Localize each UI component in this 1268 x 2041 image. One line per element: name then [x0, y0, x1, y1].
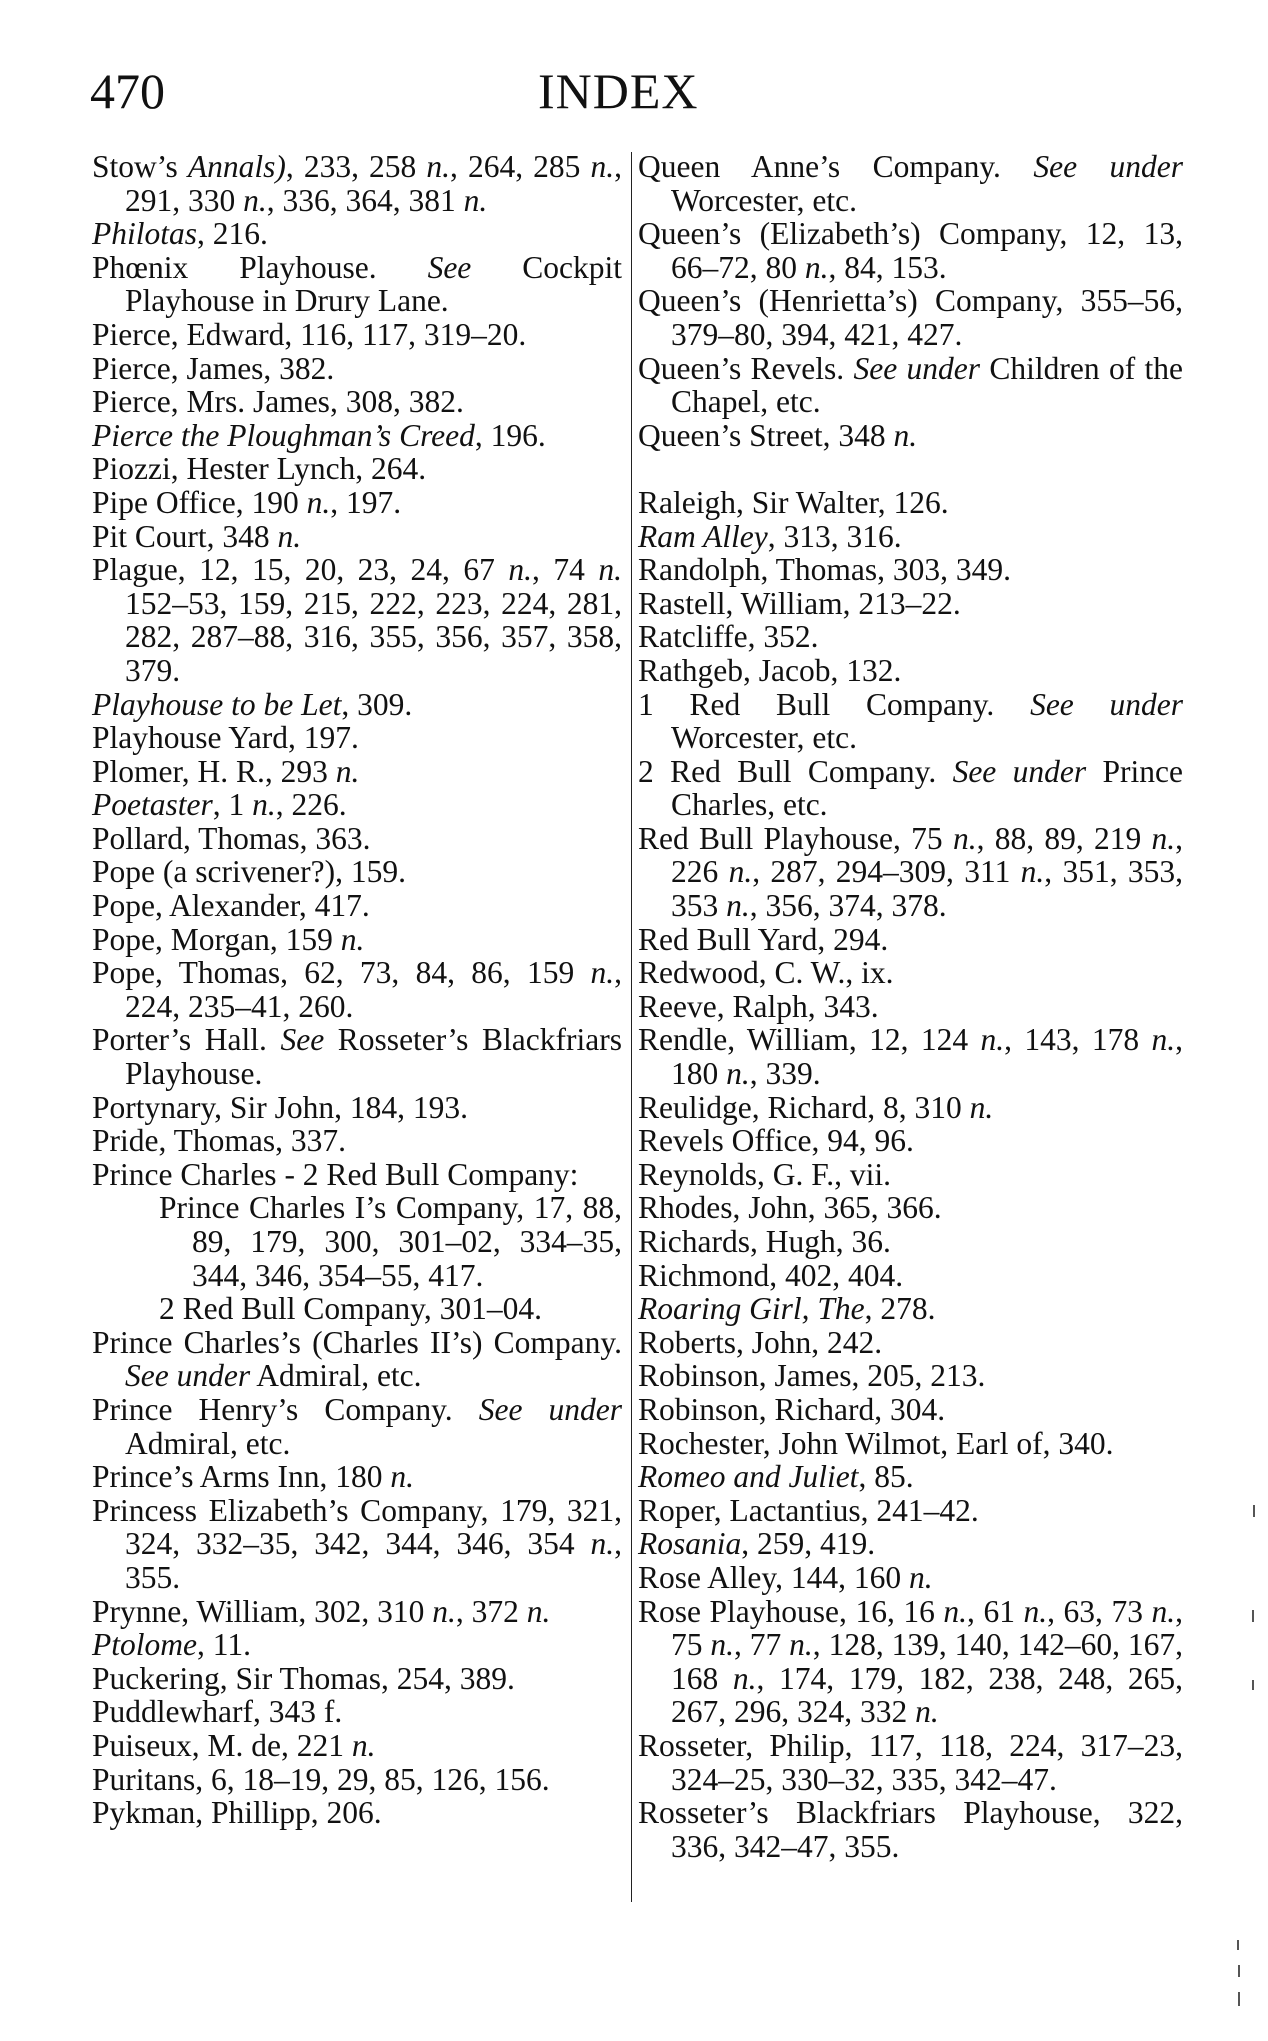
entry-text: Roper, Lactantius, 241–42. [638, 1492, 979, 1528]
entry-text: Rhodes, John, 365, 366. [638, 1190, 942, 1226]
entry-text: , 85. [858, 1459, 914, 1495]
entry-text: n. [277, 518, 302, 554]
entry-text: Pope, Thomas, 62, 73, 84, 86, 159 [92, 955, 591, 991]
index-subentry [92, 1191, 622, 1292]
entry-text: , 351, 353, 353 [671, 854, 1184, 924]
entry-text: Randolph, Thomas, 303, 349. [638, 552, 1012, 588]
entry-text: , 75 [671, 1593, 1184, 1663]
entry-text: n. [351, 1727, 376, 1763]
entry-text: Rosseter’s Blackfriars Playhouse, 322, 336, 342–47, 355. [638, 1795, 1183, 1864]
index-entry [638, 217, 1183, 284]
entry-text: n. [508, 552, 533, 588]
index-entry [92, 822, 622, 856]
index-entry [638, 284, 1183, 351]
entry-text: , 1 [212, 787, 253, 823]
entry-text: , 226 [671, 820, 1183, 890]
entry-text: Piozzi, Hester Lynch, 264. [92, 451, 427, 487]
index-entry [638, 755, 1183, 822]
entry-text: Pipe Office, 190 [92, 484, 307, 520]
index-entry [92, 385, 622, 419]
entry-text: , 336, 364, 381 [266, 182, 464, 218]
index-entry [638, 1091, 1183, 1125]
entry-text: Worcester, etc. [671, 720, 857, 756]
index-entry [638, 1023, 1183, 1090]
index-entry [638, 1158, 1183, 1192]
index-entry [638, 419, 1183, 453]
entry-text: 152–53, 159, 215, 222, 223, 224, 281, 282, 287–88, 316, 355, 356, 357, 358, 379. [125, 585, 622, 688]
entry-text: Robinson, James, 205, 213. [638, 1358, 986, 1394]
entry-text: Roaring Girl, The [638, 1291, 865, 1327]
entry-text: Reulidge, Richard, 8, 310 [638, 1089, 970, 1125]
entry-text: n. [943, 1593, 968, 1629]
entry-text: , 339. [749, 1056, 821, 1092]
index-entry [638, 1124, 1183, 1158]
index-entry [92, 1124, 622, 1158]
entry-text: Queen Anne’s Company. [638, 149, 1034, 184]
entry-text: Stow’s [92, 149, 188, 184]
index-entry [92, 721, 622, 755]
index-entry [92, 1729, 622, 1763]
entry-text: n. [952, 820, 977, 856]
entry-text: Annals) [187, 149, 286, 184]
entry-text: Ptolome [92, 1627, 197, 1663]
entry-text: , 355. [125, 1526, 622, 1595]
entry-text: , 88, 89, 219 [976, 820, 1152, 856]
index-column-left [92, 150, 622, 1830]
index-entry [92, 1763, 622, 1797]
index-entry [638, 1729, 1183, 1796]
index-entry [92, 150, 622, 217]
entry-text: Revels Office, 94, 96. [638, 1123, 914, 1159]
index-entry [92, 217, 622, 251]
entry-text: Poetaster [92, 787, 213, 823]
entry-text: Rochester, John Wilmot, Earl of, 340. [638, 1425, 1114, 1461]
index-entry [638, 587, 1183, 621]
index-entry [92, 318, 622, 352]
index-entry [638, 1393, 1183, 1427]
entry-text: See [280, 1022, 325, 1058]
entry-text: Puckering, Sir Thomas, 254, 389. [92, 1660, 515, 1696]
entry-text: , 313, 316. [767, 518, 902, 554]
margin-mark [1238, 1992, 1240, 2006]
entry-text: n. [915, 1694, 939, 1730]
entry-text: Children of the Chapel, etc. [671, 350, 1183, 420]
entry-text: , 309. [341, 686, 413, 722]
index-entry [92, 419, 622, 453]
entry-text: Rosseter, Philip, 117, 118, 224, 317–23, 324–25, 330–32, 335, 342–47. [638, 1727, 1183, 1797]
column-divider [631, 152, 632, 1902]
entry-text: , 63, 73 [1047, 1593, 1152, 1629]
index-entry [92, 889, 622, 923]
entry-text: n. [598, 552, 623, 588]
entry-text: n. [1151, 820, 1176, 856]
entry-text: n. [390, 1459, 414, 1495]
entry-text: Rastell, William, 213–22. [638, 585, 961, 621]
index-entry [92, 956, 622, 1023]
entry-text: Queen’s Revels. [638, 350, 854, 386]
index-entry [638, 1326, 1183, 1360]
entry-text: See under [478, 1391, 623, 1427]
index-entry [638, 654, 1183, 688]
entry-text: Pierce the Ploughman’s Creed [92, 417, 475, 453]
entry-text: n. [1151, 1593, 1176, 1629]
entry-text: 1 Red Bull Company. [638, 686, 1031, 722]
index-entry [92, 1662, 622, 1696]
entry-text: n. [243, 182, 267, 218]
entry-text: Richards, Hugh, 36. [638, 1224, 891, 1259]
entry-text: See [427, 249, 472, 285]
entry-text: , 84, 153. [828, 249, 947, 285]
index-entry [92, 1628, 622, 1662]
entry-text: n. [590, 955, 615, 991]
entry-text: , 216. [197, 216, 268, 252]
index-entry [638, 822, 1183, 923]
entry-text: Playhouse Yard, 197. [92, 720, 359, 756]
entry-text: , 11. [196, 1627, 251, 1663]
index-entry [92, 251, 622, 318]
entry-text: , 143, 178 [1004, 1022, 1152, 1058]
entry-text: Ram Alley [638, 518, 768, 554]
index-entry [92, 755, 622, 789]
entry-text: n. [335, 753, 360, 789]
entry-text: Rose Playhouse, 16, 16 [638, 1593, 944, 1629]
entry-text: Puddlewharf, 343 f. [92, 1694, 343, 1730]
index-entry [638, 620, 1183, 654]
entry-text: n. [789, 1627, 813, 1663]
entry-text: , 372 [455, 1593, 527, 1629]
letter-section-gap [638, 452, 1183, 486]
page-title: INDEX [538, 63, 699, 119]
entry-text: n. [726, 1056, 750, 1092]
entry-text: n. [432, 1593, 456, 1629]
entry-text: n. [980, 1022, 1005, 1058]
index-entry [638, 1460, 1183, 1494]
index-entry [92, 1326, 622, 1393]
index-entry [92, 553, 622, 687]
index-entry [638, 1527, 1183, 1561]
entry-text: n. [710, 1627, 735, 1663]
index-entry [92, 688, 622, 722]
entry-text: Pierce, James, 382. [92, 350, 335, 386]
index-entry [92, 1091, 622, 1125]
page-number: 470 [90, 63, 165, 119]
entry-text: Portynary, Sir John, 184, 193. [92, 1089, 468, 1125]
margin-mark [1237, 1940, 1239, 1950]
index-entry [92, 1695, 622, 1729]
entry-text: n. [1151, 1022, 1176, 1058]
index-entry [638, 1191, 1183, 1225]
entry-text: Queen’s (Henrietta’s) Company, 355–56, 379–80, 394, 421, 427. [638, 283, 1183, 352]
entry-text: n. [426, 149, 451, 184]
index-entry [92, 352, 622, 386]
entry-text: Plague, 12, 15, 20, 23, 24, 67 [92, 552, 509, 588]
entry-text: , 197. [330, 484, 402, 520]
index-entry [638, 486, 1183, 520]
entry-text: Prynne, William, 302, 310 [92, 1593, 433, 1629]
entry-text: n. [526, 1593, 551, 1629]
entry-text: n. [306, 484, 331, 520]
entry-text: Pride, Thomas, 337. [92, 1123, 347, 1159]
entry-text: n. [1023, 1593, 1048, 1629]
entry-text: Pykman, Phillipp, 206. [92, 1795, 382, 1831]
entry-text: Prince’s Arms Inn, 180 [92, 1459, 391, 1495]
entry-text: Robinson, Richard, 304. [638, 1391, 946, 1427]
entry-text: , 291, 330 [125, 149, 623, 218]
entry-text: Redwood, C. W., ix. [638, 955, 894, 991]
entry-text: Pit Court, 348 [92, 518, 278, 554]
entry-text: n. [969, 1089, 994, 1125]
entry-text: , 196. [474, 417, 546, 453]
entry-text: Rosseter’s Blackfriars Playhouse. [125, 1022, 622, 1092]
entry-text: , 226. [275, 787, 347, 823]
entry-text: , 174, 179, 182, 238, 248, 265, 267, 296, 324, 332 [671, 1660, 1184, 1730]
entry-text: Playhouse to be Let [92, 686, 342, 722]
entry-text: , 61 [967, 1593, 1024, 1629]
index-entry [92, 855, 622, 889]
entry-text: Red Bull Playhouse, 75 [638, 820, 953, 856]
entry-text: Pierce, Mrs. James, 308, 382. [92, 384, 464, 420]
entry-text: Rendle, William, 12, 124 [638, 1022, 981, 1058]
entry-text: Pope, Alexander, 417. [92, 888, 370, 924]
margin-mark [1253, 1505, 1255, 1517]
entry-text: n. [1020, 854, 1045, 890]
entry-text: Ratcliffe, 352. [638, 619, 819, 655]
entry-text: Romeo and Juliet [638, 1459, 859, 1495]
entry-text: Admiral, etc. [125, 1425, 291, 1461]
entry-text: Rose Alley, 144, 160 [638, 1559, 909, 1595]
entry-text: n. [252, 787, 276, 823]
entry-text: Roberts, John, 242. [638, 1324, 883, 1360]
index-entry [638, 990, 1183, 1024]
entry-text: Cockpit Playhouse in Drury Lane. [125, 249, 622, 319]
index-entry [92, 1595, 622, 1629]
entry-text: n. [340, 921, 365, 957]
entry-text: Rathgeb, Jacob, 132. [638, 652, 902, 688]
index-entry [92, 923, 622, 957]
entry-text: , 180 [671, 1022, 1183, 1092]
index-entry [638, 1796, 1183, 1863]
entry-text: Porter’s Hall. [92, 1022, 281, 1058]
index-entry [92, 486, 622, 520]
entry-text: Philotas [92, 216, 198, 252]
entry-text: Queen’s Street, 348 [638, 417, 894, 453]
entry-text: Reynolds, G. F., vii. [638, 1156, 891, 1192]
index-entry [92, 1023, 622, 1090]
entry-text: Prince Charles - 2 Red Bull Company: [92, 1156, 579, 1192]
entry-text: Richmond, 402, 404. [638, 1257, 904, 1293]
entry-text: , 77 [734, 1627, 790, 1663]
entry-text: Phœnix Playhouse. [92, 249, 428, 285]
entry-text: Raleigh, Sir Walter, 126. [638, 484, 949, 520]
entry-text: Pierce, Edward, 116, 117, 319–20. [92, 316, 527, 352]
margin-mark [1238, 1965, 1240, 1977]
index-entry [638, 688, 1183, 755]
entry-text: See under [952, 753, 1087, 789]
entry-text: Reeve, Ralph, 343. [638, 988, 879, 1024]
entry-text: Prince Charles I’s Company, 17, 88, 89, 179, 300, 301–02, 334–35, 344, 346, 354–55, 417. [159, 1190, 622, 1293]
entry-text: Prince Charles, etc. [671, 753, 1184, 823]
index-entry [92, 1796, 622, 1830]
index-entry [92, 1393, 622, 1460]
index-entry [638, 1225, 1183, 1259]
index-entry [92, 1460, 622, 1494]
entry-text: , 287, 294–309, 311 [752, 854, 1021, 890]
index-entry [638, 1494, 1183, 1528]
index-entry [92, 452, 622, 486]
entry-text: Puiseux, M. de, 221 [92, 1727, 352, 1763]
index-entry [638, 352, 1183, 419]
entry-text: See under [853, 350, 981, 386]
index-entry [638, 150, 1183, 217]
entry-text: Queen’s (Elizabeth’s) Company, 12, 13, 66–72, 80 [638, 216, 1183, 285]
entry-text: n. [728, 854, 753, 890]
index-entry [638, 923, 1183, 957]
entry-text: , 356, 374, 378. [749, 888, 947, 924]
entry-text: Rosania [638, 1526, 742, 1562]
entry-text: 2 Red Bull Company. [638, 753, 953, 789]
index-entry [638, 520, 1183, 554]
index-entry [638, 1561, 1183, 1595]
entry-text: Worcester, etc. [671, 182, 857, 218]
index-column-right [638, 150, 1183, 1863]
index-entry [638, 1292, 1183, 1326]
index-entry [638, 1259, 1183, 1293]
index-entry [638, 553, 1183, 587]
entry-text: n. [463, 182, 488, 218]
index-entry [638, 1595, 1183, 1729]
entry-text: n. [590, 149, 615, 184]
entry-text: Prince Henry’s Company. [92, 1391, 479, 1427]
entry-text: n. [804, 249, 829, 285]
entry-text: n. [726, 888, 750, 924]
entry-text: Princess Elizabeth’s Company, 179, 321, 324, 332–35, 342, 344, 346, 354 [92, 1492, 622, 1562]
entry-text: Admiral, etc. [250, 1358, 422, 1394]
entry-text: n. [893, 417, 918, 453]
index-entry [92, 1158, 622, 1192]
entry-text: , 264, 285 [450, 149, 591, 184]
entry-text: See under [1033, 149, 1183, 184]
entry-text: See under [125, 1358, 251, 1394]
entry-text: 2 Red Bull Company, 301–04. [159, 1291, 542, 1327]
index-entry [638, 1427, 1183, 1461]
entry-text: Pollard, Thomas, 363. [92, 820, 371, 856]
entry-text: n. [908, 1559, 933, 1595]
entry-text: Pope (a scrivener?), 159. [92, 854, 407, 890]
index-subentry [92, 1292, 622, 1326]
entry-text: Pope, Morgan, 159 [92, 921, 341, 957]
entry-text: n. [732, 1660, 757, 1696]
index-entry [638, 956, 1183, 990]
entry-text: , 233, 258 [285, 149, 427, 184]
entry-text: Plomer, H. R., 293 [92, 753, 336, 789]
entry-text: Prince Charles’s (Charles II’s) Company. [92, 1324, 622, 1360]
entry-text: Puritans, 6, 18–19, 29, 85, 126, 156. [92, 1761, 550, 1797]
margin-mark [1252, 1610, 1254, 1622]
entry-text: n. [590, 1526, 615, 1562]
entry-text: See under [1030, 686, 1184, 722]
entry-text: , 278. [864, 1291, 936, 1327]
index-entry [92, 1494, 622, 1595]
entry-text: , 259, 419. [741, 1526, 876, 1562]
index-entry [92, 520, 622, 554]
index-entry [638, 1359, 1183, 1393]
entry-text: , 74 [532, 552, 599, 588]
entry-text: Red Bull Yard, 294. [638, 921, 889, 957]
entry-text: , 224, 235–41, 260. [125, 955, 622, 1024]
index-entry [92, 788, 622, 822]
margin-mark [1252, 1680, 1254, 1690]
entry-text: , 128, 139, 140, 142–60, 167, 168 [671, 1627, 1183, 1696]
